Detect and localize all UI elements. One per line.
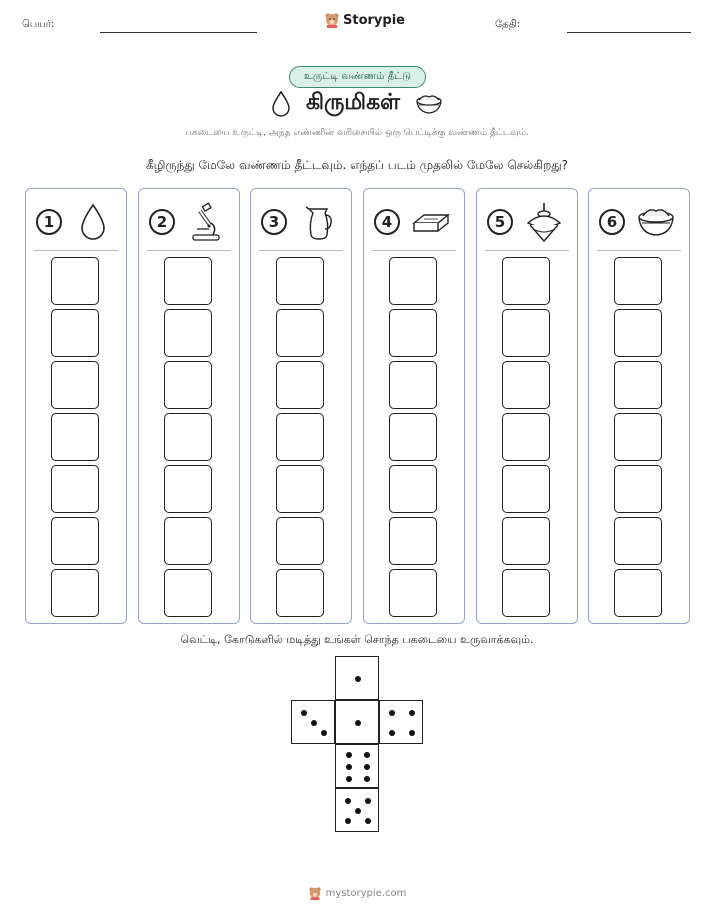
color-box[interactable]: [614, 361, 662, 409]
color-box[interactable]: [276, 517, 324, 565]
brand-logo: [324, 12, 405, 28]
date-label: தேதி:: [495, 19, 521, 30]
color-box[interactable]: [276, 309, 324, 357]
color-box[interactable]: [389, 309, 437, 357]
bear-mascot-icon: [324, 12, 340, 28]
column-number: 2: [149, 209, 175, 235]
dice-pip: [346, 776, 352, 782]
column-number: 3: [261, 209, 287, 235]
color-box[interactable]: [276, 569, 324, 617]
column-header: [487, 201, 567, 241]
color-box[interactable]: [164, 569, 212, 617]
column-6: [588, 188, 690, 624]
dice-face-3: [291, 700, 335, 744]
cut-instruction: வெட்டி, கோடுகளில் மடித்து உங்கள் சொந்த பகடையை உருவாக்கவும்.: [180, 633, 534, 646]
column-header: [36, 201, 116, 241]
spinning-top-icon: [523, 201, 565, 243]
dice-pip: [355, 676, 361, 682]
column-header: [599, 201, 679, 241]
brand-name: Storypie: [343, 12, 405, 28]
footer: [0, 886, 714, 900]
color-box[interactable]: [164, 361, 212, 409]
column-number: 4: [374, 209, 400, 235]
dice-pip: [364, 776, 370, 782]
dice-pip: [409, 730, 415, 736]
dice-pip: [365, 798, 371, 804]
column-2: [138, 188, 240, 624]
column-divider: [597, 250, 681, 251]
column-number: 1: [36, 209, 62, 235]
dice-pip: [364, 752, 370, 758]
color-box[interactable]: [502, 309, 550, 357]
color-box[interactable]: [164, 413, 212, 461]
question-text: கீழிருந்து மேலே வண்ணம் தீட்டவும். எந்தப் படம் முதலில் மேலே செல்கிறது?: [145, 158, 569, 172]
column-header: [374, 201, 454, 241]
color-box[interactable]: [389, 257, 437, 305]
color-box[interactable]: [164, 257, 212, 305]
bear-mascot-icon: [308, 886, 322, 900]
color-box[interactable]: [276, 413, 324, 461]
color-box[interactable]: [614, 257, 662, 305]
column-number: 5: [487, 209, 513, 235]
column-divider: [147, 250, 231, 251]
yogurt-bowl-icon: [635, 201, 677, 243]
color-box[interactable]: [51, 517, 99, 565]
dice-pip: [389, 710, 395, 716]
dice-pip: [321, 730, 327, 736]
dice-pip: [345, 818, 351, 824]
color-box[interactable]: [51, 309, 99, 357]
dice-face-1: [335, 700, 379, 744]
color-box[interactable]: [164, 517, 212, 565]
instruction-subtitle: பகடையை உருட்டி, அந்த எண்ணின் வரிசையில் ஒரு பெட்டிக்கு வண்ணம் தீட்டவும்.: [185, 128, 529, 138]
dice-face-4: [379, 700, 423, 744]
dice-pip: [346, 764, 352, 770]
water-drop-icon: [72, 201, 114, 243]
color-box[interactable]: [51, 361, 99, 409]
activity-badge: உருட்டி வண்ணம் தீட்டு: [289, 66, 426, 88]
color-box[interactable]: [51, 413, 99, 461]
yogurt-bowl-icon: [414, 91, 444, 117]
dice-pip: [365, 818, 371, 824]
microscope-icon: [185, 201, 227, 243]
color-box[interactable]: [614, 465, 662, 513]
dice-pip: [346, 752, 352, 758]
column-5: [476, 188, 578, 624]
footer-url[interactable]: mystorypie.com: [325, 887, 407, 899]
color-box[interactable]: [164, 309, 212, 357]
date-line[interactable]: [567, 32, 691, 33]
column-divider: [485, 250, 569, 251]
color-box[interactable]: [389, 569, 437, 617]
column-header: [149, 201, 229, 241]
column-4: [363, 188, 465, 624]
column-divider: [372, 250, 456, 251]
color-box[interactable]: [276, 465, 324, 513]
column-header: [261, 201, 341, 241]
column-divider: [34, 250, 118, 251]
dice-face-5: [335, 788, 379, 832]
color-box[interactable]: [276, 257, 324, 305]
color-box[interactable]: [614, 413, 662, 461]
color-box[interactable]: [389, 517, 437, 565]
color-box[interactable]: [389, 465, 437, 513]
dice-pip: [311, 720, 317, 726]
column-3: [250, 188, 352, 624]
color-box[interactable]: [502, 361, 550, 409]
dice-pip: [364, 764, 370, 770]
dice-pip: [345, 798, 351, 804]
column-number: 6: [599, 209, 625, 235]
water-drop-icon: [270, 90, 292, 118]
dice-pip: [409, 710, 415, 716]
soap-bar-icon: [410, 201, 452, 243]
color-box[interactable]: [502, 413, 550, 461]
dice-face-6: [335, 744, 379, 788]
color-box[interactable]: [614, 517, 662, 565]
dice-pip: [389, 730, 395, 736]
color-box[interactable]: [389, 361, 437, 409]
color-box[interactable]: [502, 517, 550, 565]
color-box[interactable]: [502, 465, 550, 513]
color-box[interactable]: [614, 569, 662, 617]
color-box[interactable]: [389, 413, 437, 461]
milk-jug-icon: [297, 201, 339, 243]
color-box[interactable]: [51, 465, 99, 513]
page-title: கிருமிகள்: [306, 90, 400, 115]
color-box[interactable]: [51, 569, 99, 617]
dice-pip: [355, 720, 361, 726]
dice-pip: [355, 808, 361, 814]
color-box[interactable]: [502, 257, 550, 305]
color-box[interactable]: [164, 465, 212, 513]
color-box[interactable]: [502, 569, 550, 617]
dice-pip: [301, 710, 307, 716]
color-box[interactable]: [276, 361, 324, 409]
color-box[interactable]: [51, 257, 99, 305]
column-1: [25, 188, 127, 624]
color-box[interactable]: [614, 309, 662, 357]
name-label: பெயர்:: [22, 19, 55, 30]
name-line[interactable]: [100, 32, 257, 33]
column-divider: [259, 250, 343, 251]
dice-face-1: [335, 656, 379, 700]
